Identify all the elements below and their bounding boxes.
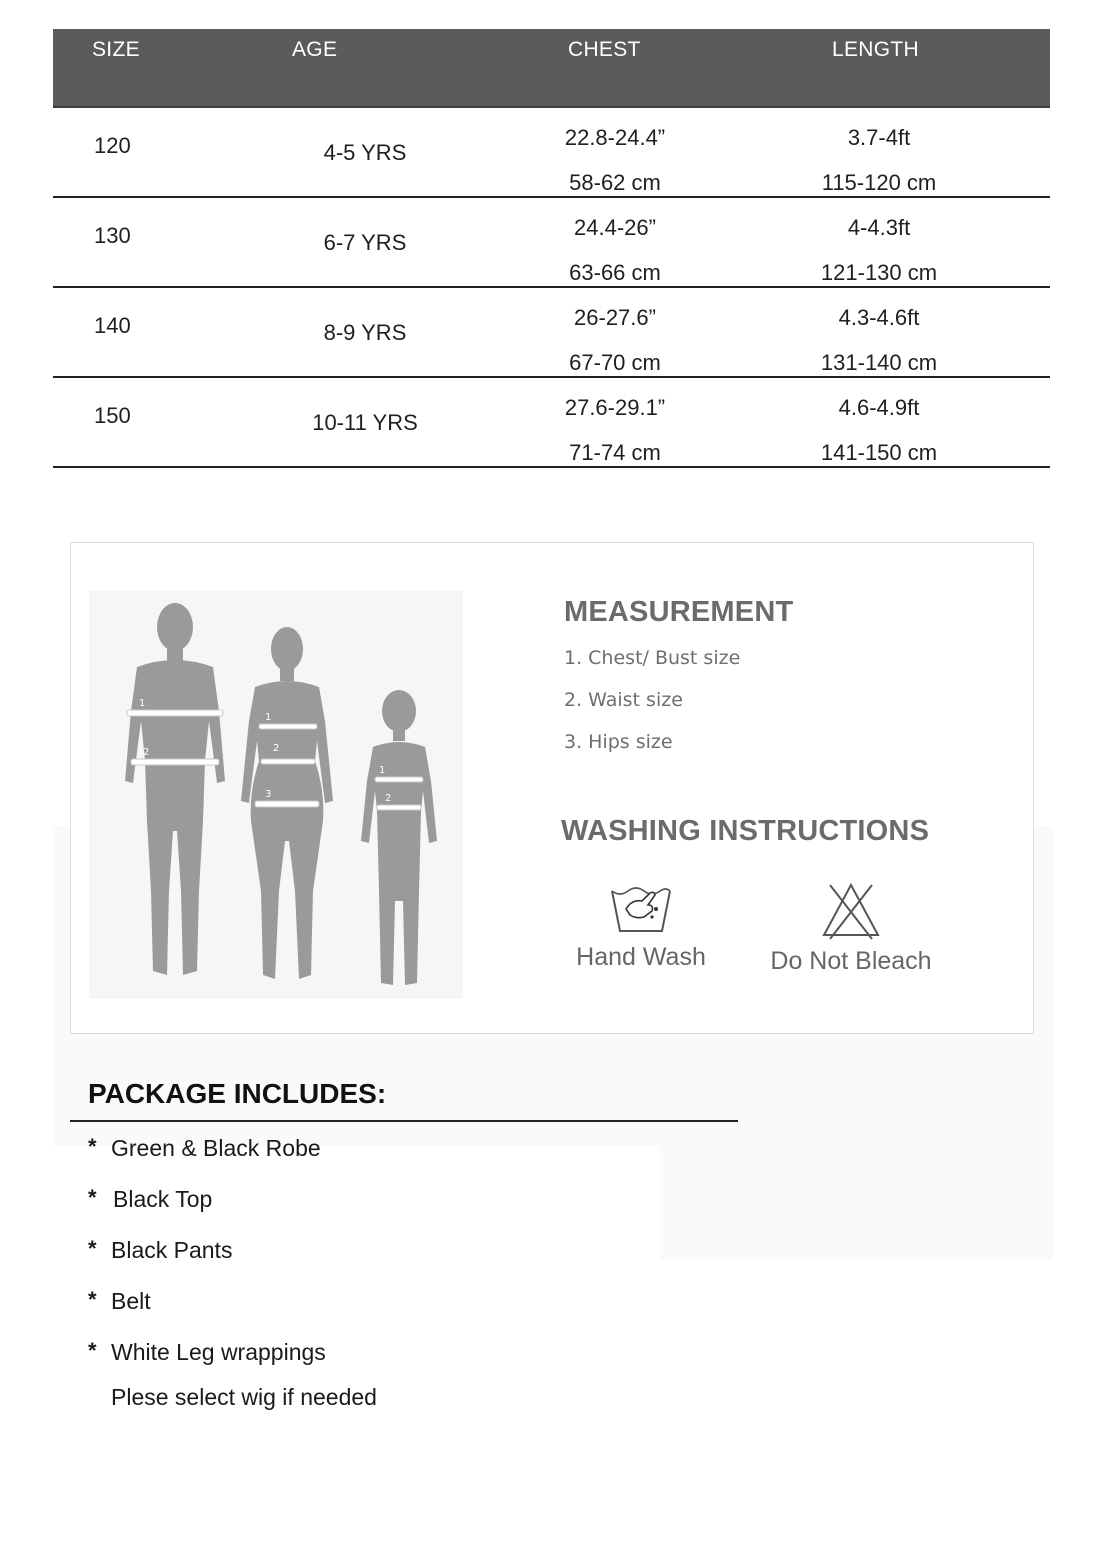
child-silhouette bbox=[361, 690, 437, 985]
man-chest-mark: 1 bbox=[139, 698, 146, 709]
package-item-label: Black Pants bbox=[111, 1237, 233, 1263]
do-not-bleach-instruction bbox=[761, 881, 941, 976]
child-waist-mark: 2 bbox=[385, 793, 392, 804]
cell-chest-cm: 71-74 cm bbox=[569, 440, 661, 465]
cell-length-cm: 131-140 cm bbox=[820, 350, 938, 375]
table-row bbox=[53, 108, 1050, 198]
woman-waist-mark: 2 bbox=[273, 743, 280, 754]
cell-length-cm: 121-130 cm bbox=[820, 260, 938, 285]
cell-chest-inches: 27.6-29.1” bbox=[564, 395, 666, 420]
bullet-icon: * bbox=[88, 1287, 97, 1312]
cell-chest-inches: 24.4-26” bbox=[574, 215, 656, 240]
background-block-right bbox=[660, 1034, 1053, 1260]
cell-chest-cm: 63-66 cm bbox=[569, 260, 661, 285]
do-not-bleach-icon bbox=[818, 881, 884, 941]
header-age: AGE bbox=[292, 38, 338, 61]
package-item-label: Green & Black Robe bbox=[111, 1135, 321, 1161]
header-size: SIZE bbox=[92, 38, 140, 61]
cell-chest-inches: 26-27.6” bbox=[574, 305, 656, 330]
cell-chest-cm: 58-62 cm bbox=[569, 170, 661, 195]
header-chest: CHEST bbox=[568, 38, 641, 61]
cell-age: 6-7 YRS bbox=[323, 230, 407, 255]
child-chest-mark: 1 bbox=[379, 765, 386, 776]
cell-size: 150 bbox=[94, 403, 131, 428]
size-chart-table bbox=[53, 29, 1050, 468]
bullet-icon: * bbox=[88, 1338, 97, 1363]
list-item: 3. Hips size bbox=[564, 731, 673, 753]
package-note: Plese select wig if needed bbox=[111, 1384, 377, 1410]
list-item: 2. Waist size bbox=[564, 689, 683, 711]
hand-wash-label: Hand Wash bbox=[576, 943, 706, 971]
package-item-label: White Leg wrappings bbox=[111, 1339, 326, 1365]
cell-age: 8-9 YRS bbox=[323, 320, 407, 345]
cell-age: 4-5 YRS bbox=[323, 140, 407, 165]
cell-chest-cm: 67-70 cm bbox=[569, 350, 661, 375]
cell-size: 130 bbox=[94, 223, 131, 248]
bullet-icon: * bbox=[88, 1185, 97, 1210]
hand-wash-icon bbox=[608, 881, 674, 937]
cell-size: 140 bbox=[94, 313, 131, 338]
table-row bbox=[53, 198, 1050, 288]
cell-length-feet: 3.7-4ft bbox=[847, 125, 911, 150]
measurement-title: MEASUREMENT bbox=[564, 596, 794, 628]
cell-age: 10-11 YRS bbox=[312, 410, 418, 435]
package-item-label: Black Top bbox=[113, 1186, 213, 1212]
header-length: LENGTH bbox=[832, 38, 919, 61]
bullet-icon: * bbox=[88, 1236, 97, 1261]
table-header bbox=[53, 29, 1050, 108]
cell-size: 120 bbox=[94, 133, 131, 158]
package-includes-title: PACKAGE INCLUDES: bbox=[88, 1078, 387, 1109]
body-figures-illustration bbox=[89, 591, 463, 999]
hand-wash-instruction bbox=[561, 881, 721, 972]
do-not-bleach-label: Do Not Bleach bbox=[770, 947, 932, 975]
woman-bust-mark: 1 bbox=[265, 712, 272, 723]
man-waist-mark: 2 bbox=[143, 747, 150, 758]
package-item-label: Belt bbox=[111, 1288, 151, 1314]
cell-length-feet: 4.6-4.9ft bbox=[838, 395, 920, 420]
measurement-panel bbox=[70, 542, 1034, 1034]
measurement-list bbox=[564, 647, 740, 773]
cell-length-feet: 4-4.3ft bbox=[847, 215, 911, 240]
list-item: 1. Chest/ Bust size bbox=[564, 647, 741, 669]
package-divider bbox=[70, 1120, 738, 1122]
table-row bbox=[53, 288, 1050, 378]
bullet-icon: * bbox=[88, 1134, 97, 1159]
cell-chest-inches: 22.8-24.4” bbox=[564, 125, 666, 150]
cell-length-feet: 4.3-4.6ft bbox=[838, 305, 920, 330]
cell-length-cm: 141-150 cm bbox=[820, 440, 938, 465]
washing-instructions-title: WASHING INSTRUCTIONS bbox=[561, 815, 930, 847]
woman-hips-mark: 3 bbox=[265, 789, 272, 800]
man-silhouette bbox=[125, 603, 225, 975]
cell-length-cm: 115-120 cm bbox=[821, 170, 937, 195]
table-row bbox=[53, 378, 1050, 468]
